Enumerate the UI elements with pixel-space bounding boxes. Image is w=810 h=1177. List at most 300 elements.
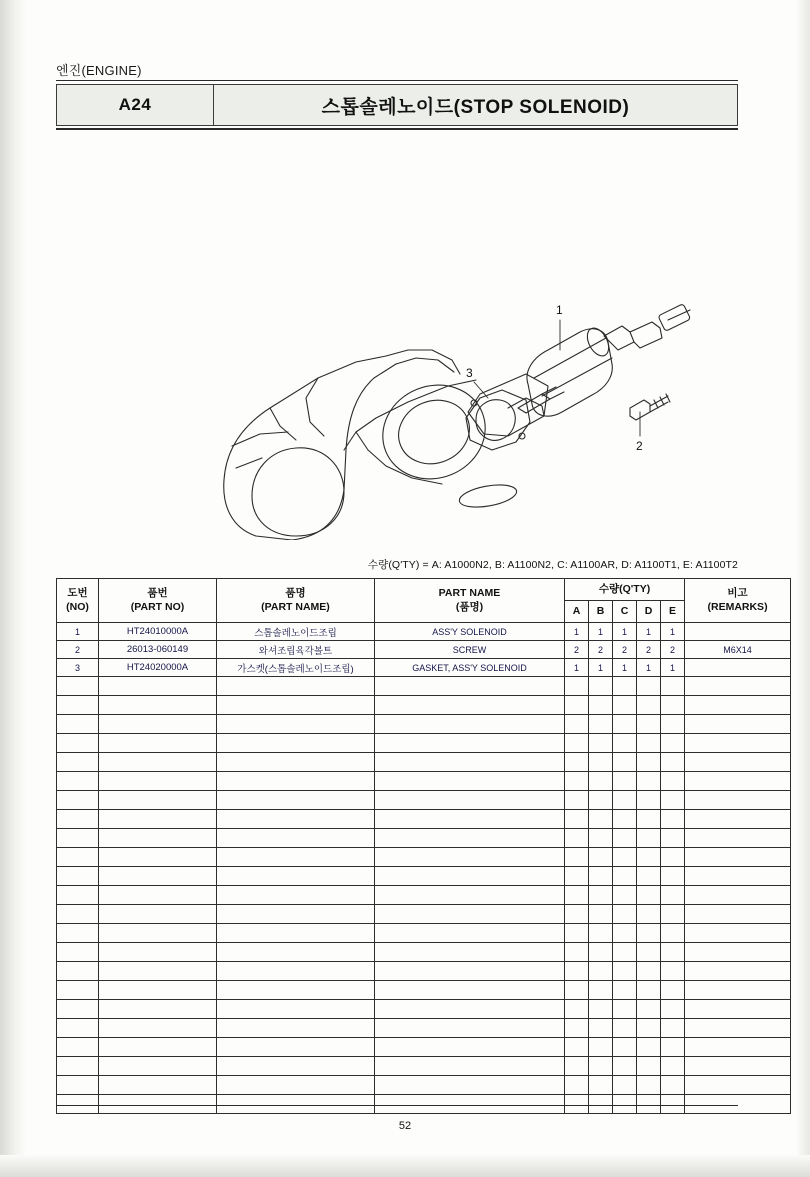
cell-empty bbox=[217, 696, 375, 715]
cell-remarks: M6X14 bbox=[685, 641, 791, 659]
callout-2: 2 bbox=[636, 439, 643, 453]
cell-empty bbox=[375, 1095, 565, 1114]
table-row[interactable] bbox=[57, 641, 791, 659]
cell-empty bbox=[637, 753, 661, 772]
cell-empty bbox=[57, 1076, 99, 1095]
cell-empty bbox=[613, 943, 637, 962]
cell-empty bbox=[685, 905, 791, 924]
parts-table-head bbox=[57, 579, 791, 623]
cell-empty bbox=[99, 1000, 217, 1019]
cell-empty bbox=[685, 1057, 791, 1076]
cell-part-name-kor: 가스켓(스톱솔레노이드조립) bbox=[217, 659, 375, 677]
cell-empty bbox=[217, 677, 375, 696]
cell-empty bbox=[589, 1000, 613, 1019]
cell-empty bbox=[57, 1019, 99, 1038]
cell-empty bbox=[685, 715, 791, 734]
cell-empty bbox=[99, 962, 217, 981]
cell-empty bbox=[685, 677, 791, 696]
cell-empty bbox=[217, 810, 375, 829]
cell-qty-a: 2 bbox=[565, 641, 589, 659]
header-part-no-line1: 품번 bbox=[147, 587, 168, 600]
cell-empty bbox=[99, 943, 217, 962]
cell-empty bbox=[57, 1000, 99, 1019]
cell-empty bbox=[613, 715, 637, 734]
cell-part-name-kor: 스톱솔레노이드조립 bbox=[217, 623, 375, 641]
header-qty-c: C bbox=[613, 601, 637, 623]
cell-empty bbox=[637, 867, 661, 886]
cell-empty bbox=[589, 677, 613, 696]
cell-empty bbox=[685, 810, 791, 829]
cell-empty bbox=[565, 677, 589, 696]
table-row-empty bbox=[57, 772, 791, 791]
cell-empty bbox=[613, 905, 637, 924]
cell-empty bbox=[565, 1095, 589, 1114]
cell-empty bbox=[661, 810, 685, 829]
cell-empty bbox=[57, 734, 99, 753]
cell-empty bbox=[613, 1057, 637, 1076]
cell-part-no: HT24020000A bbox=[99, 659, 217, 677]
callout-3: 3 bbox=[466, 366, 473, 380]
scan-edge-bottom bbox=[0, 1155, 810, 1177]
cell-empty bbox=[375, 886, 565, 905]
cell-empty bbox=[375, 810, 565, 829]
cell-empty bbox=[637, 715, 661, 734]
cell-empty bbox=[217, 734, 375, 753]
table-row-empty bbox=[57, 696, 791, 715]
cell-empty bbox=[217, 715, 375, 734]
cell-empty bbox=[613, 772, 637, 791]
cell-empty bbox=[375, 924, 565, 943]
cell-empty bbox=[661, 1019, 685, 1038]
cell-part-name-eng: GASKET, ASS'Y SOLENOID bbox=[375, 659, 565, 677]
table-header-row-1 bbox=[57, 579, 791, 601]
cell-empty bbox=[99, 1057, 217, 1076]
cell-empty bbox=[589, 1095, 613, 1114]
cell-empty bbox=[661, 753, 685, 772]
cell-no: 1 bbox=[57, 623, 99, 641]
breadcrumb: 엔진(ENGINE) bbox=[56, 63, 142, 78]
cell-remarks bbox=[685, 623, 791, 641]
cell-empty bbox=[589, 962, 613, 981]
cell-qty-a: 1 bbox=[565, 659, 589, 677]
cell-empty bbox=[685, 753, 791, 772]
cell-empty bbox=[661, 867, 685, 886]
cell-empty bbox=[375, 1038, 565, 1057]
cell-empty bbox=[661, 1076, 685, 1095]
cell-empty bbox=[565, 696, 589, 715]
cell-empty bbox=[375, 981, 565, 1000]
cell-empty bbox=[637, 696, 661, 715]
cell-empty bbox=[661, 696, 685, 715]
cell-empty bbox=[661, 734, 685, 753]
cell-empty bbox=[685, 981, 791, 1000]
table-row-empty bbox=[57, 1038, 791, 1057]
cell-empty bbox=[589, 924, 613, 943]
header-part-name-eng-line1: PART NAME bbox=[438, 587, 501, 600]
cell-empty bbox=[661, 677, 685, 696]
cell-empty bbox=[57, 1057, 99, 1076]
cell-empty bbox=[589, 943, 613, 962]
cell-empty bbox=[613, 753, 637, 772]
header-qty-group: 수량(Q'TY) bbox=[565, 579, 685, 601]
cell-empty bbox=[685, 886, 791, 905]
table-row-empty bbox=[57, 1000, 791, 1019]
cell-empty bbox=[99, 772, 217, 791]
cell-qty-d: 2 bbox=[637, 641, 661, 659]
cell-empty bbox=[375, 677, 565, 696]
cell-qty-d: 1 bbox=[637, 659, 661, 677]
table-row-empty bbox=[57, 1057, 791, 1076]
cell-qty-e: 1 bbox=[661, 623, 685, 641]
cell-empty bbox=[613, 791, 637, 810]
cell-empty bbox=[99, 677, 217, 696]
cell-empty bbox=[565, 962, 589, 981]
cell-empty bbox=[99, 1038, 217, 1057]
table-row[interactable] bbox=[57, 623, 791, 641]
cell-empty bbox=[99, 753, 217, 772]
cell-empty bbox=[57, 1038, 99, 1057]
cell-empty bbox=[565, 753, 589, 772]
diagram-svg bbox=[56, 150, 738, 540]
cell-empty bbox=[685, 1095, 791, 1114]
header-part-name-kor bbox=[217, 579, 375, 623]
cell-empty bbox=[685, 867, 791, 886]
cell-empty bbox=[613, 1076, 637, 1095]
cell-empty bbox=[589, 829, 613, 848]
table-row-empty bbox=[57, 924, 791, 943]
table-row-empty bbox=[57, 810, 791, 829]
cell-empty bbox=[375, 753, 565, 772]
section-title-bar bbox=[56, 84, 738, 126]
cell-empty bbox=[57, 848, 99, 867]
cell-empty bbox=[661, 886, 685, 905]
cell-empty bbox=[661, 1095, 685, 1114]
cell-empty bbox=[613, 1019, 637, 1038]
table-row-empty bbox=[57, 791, 791, 810]
cell-empty bbox=[375, 1076, 565, 1095]
cell-empty bbox=[375, 1019, 565, 1038]
header-part-no bbox=[99, 579, 217, 623]
cell-empty bbox=[99, 715, 217, 734]
cell-empty bbox=[217, 1000, 375, 1019]
cell-empty bbox=[661, 715, 685, 734]
cell-qty-e: 2 bbox=[661, 641, 685, 659]
cell-empty bbox=[375, 848, 565, 867]
cell-empty bbox=[217, 772, 375, 791]
cell-empty bbox=[613, 962, 637, 981]
cell-empty bbox=[613, 848, 637, 867]
table-row-empty bbox=[57, 715, 791, 734]
header-no-line1: 도번 bbox=[67, 587, 88, 600]
header-qty-d: D bbox=[637, 601, 661, 623]
cell-qty-c: 2 bbox=[613, 641, 637, 659]
header-remarks-line2: (REMARKS) bbox=[707, 600, 768, 613]
cell-empty bbox=[685, 1076, 791, 1095]
callout-1: 1 bbox=[556, 303, 563, 317]
section-code: A24 bbox=[57, 85, 214, 125]
cell-empty bbox=[565, 810, 589, 829]
header-part-name-kor-line1: 품명 bbox=[285, 587, 306, 600]
cell-empty bbox=[589, 791, 613, 810]
cell-empty bbox=[99, 1019, 217, 1038]
cell-no: 2 bbox=[57, 641, 99, 659]
cell-empty bbox=[589, 753, 613, 772]
cell-empty bbox=[661, 1000, 685, 1019]
header-part-name-eng bbox=[375, 579, 565, 623]
footer-divider bbox=[56, 1105, 738, 1106]
cell-empty bbox=[99, 981, 217, 1000]
cell-empty bbox=[375, 1000, 565, 1019]
cell-empty bbox=[565, 867, 589, 886]
cell-empty bbox=[217, 981, 375, 1000]
cell-empty bbox=[685, 696, 791, 715]
cell-part-name-kor: 와셔조립육각볼트 bbox=[217, 641, 375, 659]
header-no bbox=[57, 579, 99, 623]
cell-empty bbox=[565, 1057, 589, 1076]
cell-qty-a: 1 bbox=[565, 623, 589, 641]
cell-empty bbox=[565, 791, 589, 810]
cell-empty bbox=[613, 1038, 637, 1057]
cell-empty bbox=[637, 810, 661, 829]
cell-empty bbox=[99, 791, 217, 810]
parts-table bbox=[56, 578, 791, 1114]
cell-empty bbox=[375, 791, 565, 810]
cell-empty bbox=[217, 867, 375, 886]
cell-empty bbox=[637, 1095, 661, 1114]
cell-empty bbox=[637, 905, 661, 924]
cell-empty bbox=[375, 772, 565, 791]
cell-empty bbox=[613, 829, 637, 848]
cell-empty bbox=[375, 715, 565, 734]
cell-empty bbox=[685, 1038, 791, 1057]
cell-part-name-eng: SCREW bbox=[375, 641, 565, 659]
cell-empty bbox=[375, 905, 565, 924]
page-title: 스톱솔레노이드(STOP SOLENOID) bbox=[321, 96, 630, 118]
cell-empty bbox=[217, 753, 375, 772]
header-remarks-line1: 비고 bbox=[727, 587, 748, 600]
cell-empty bbox=[589, 734, 613, 753]
cell-part-name-eng: ASS'Y SOLENOID bbox=[375, 623, 565, 641]
cell-empty bbox=[613, 886, 637, 905]
cell-empty bbox=[661, 905, 685, 924]
cell-empty bbox=[217, 791, 375, 810]
table-row-empty bbox=[57, 677, 791, 696]
cell-empty bbox=[589, 1019, 613, 1038]
cell-empty bbox=[565, 848, 589, 867]
header-part-name-kor-line2: (PART NAME) bbox=[261, 600, 330, 613]
parts-table-body bbox=[57, 623, 791, 1114]
cell-empty bbox=[661, 772, 685, 791]
cell-empty bbox=[589, 867, 613, 886]
cell-empty bbox=[217, 905, 375, 924]
cell-empty bbox=[99, 886, 217, 905]
cell-empty bbox=[589, 1076, 613, 1095]
cell-empty bbox=[637, 1057, 661, 1076]
cell-empty bbox=[217, 1076, 375, 1095]
cell-empty bbox=[99, 1076, 217, 1095]
exploded-diagram bbox=[56, 150, 738, 540]
cell-empty bbox=[565, 981, 589, 1000]
cell-empty bbox=[613, 981, 637, 1000]
cell-empty bbox=[565, 715, 589, 734]
cell-empty bbox=[589, 905, 613, 924]
cell-empty bbox=[613, 1000, 637, 1019]
header-part-no-line2: (PART NO) bbox=[130, 600, 185, 613]
cell-empty bbox=[661, 848, 685, 867]
cell-empty bbox=[613, 677, 637, 696]
scan-edge-left bbox=[0, 0, 26, 1177]
cell-empty bbox=[637, 924, 661, 943]
cell-empty bbox=[613, 810, 637, 829]
cell-qty-b: 1 bbox=[589, 623, 613, 641]
cell-empty bbox=[637, 886, 661, 905]
cell-empty bbox=[217, 886, 375, 905]
cell-empty bbox=[565, 772, 589, 791]
cell-empty bbox=[589, 810, 613, 829]
cell-qty-c: 1 bbox=[613, 659, 637, 677]
cell-empty bbox=[661, 829, 685, 848]
cell-empty bbox=[589, 1057, 613, 1076]
cell-empty bbox=[217, 1038, 375, 1057]
cell-empty bbox=[565, 1019, 589, 1038]
cell-empty bbox=[637, 981, 661, 1000]
table-row-empty bbox=[57, 905, 791, 924]
cell-qty-b: 1 bbox=[589, 659, 613, 677]
cell-qty-d: 1 bbox=[637, 623, 661, 641]
cell-empty bbox=[57, 753, 99, 772]
cell-qty-b: 2 bbox=[589, 641, 613, 659]
cell-empty bbox=[613, 696, 637, 715]
cell-empty bbox=[375, 829, 565, 848]
cell-empty bbox=[217, 924, 375, 943]
breadcrumb-divider bbox=[56, 80, 738, 81]
cell-empty bbox=[661, 981, 685, 1000]
cell-qty-e: 1 bbox=[661, 659, 685, 677]
cell-empty bbox=[565, 829, 589, 848]
cell-empty bbox=[565, 943, 589, 962]
cell-remarks bbox=[685, 659, 791, 677]
cell-part-no: 26013-060149 bbox=[99, 641, 217, 659]
cell-empty bbox=[685, 1000, 791, 1019]
cell-empty bbox=[589, 772, 613, 791]
cell-empty bbox=[99, 696, 217, 715]
cell-empty bbox=[99, 905, 217, 924]
header-qty-b: B bbox=[589, 601, 613, 623]
cell-empty bbox=[57, 981, 99, 1000]
table-row-empty bbox=[57, 1019, 791, 1038]
cell-empty bbox=[589, 886, 613, 905]
cell-empty bbox=[57, 905, 99, 924]
cell-empty bbox=[57, 715, 99, 734]
table-row[interactable] bbox=[57, 659, 791, 677]
cell-empty bbox=[57, 867, 99, 886]
cell-empty bbox=[217, 829, 375, 848]
cell-empty bbox=[637, 1019, 661, 1038]
cell-empty bbox=[565, 1076, 589, 1095]
header-no-line2: (NO) bbox=[66, 600, 89, 613]
cell-empty bbox=[661, 1057, 685, 1076]
cell-empty bbox=[57, 829, 99, 848]
cell-empty bbox=[661, 924, 685, 943]
cell-empty bbox=[57, 677, 99, 696]
cell-empty bbox=[661, 943, 685, 962]
cell-empty bbox=[685, 943, 791, 962]
scan-edge-right bbox=[796, 0, 810, 1177]
cell-empty bbox=[685, 791, 791, 810]
cell-empty bbox=[589, 848, 613, 867]
cell-qty-c: 1 bbox=[613, 623, 637, 641]
cell-empty bbox=[99, 867, 217, 886]
cell-empty bbox=[637, 1038, 661, 1057]
cell-empty bbox=[637, 734, 661, 753]
cell-empty bbox=[99, 924, 217, 943]
table-row-empty bbox=[57, 867, 791, 886]
cell-empty bbox=[375, 943, 565, 962]
quantity-legend: 수량(Q'TY) = A: A1000N2, B: A1100N2, C: A1100AR, D: A1100T1, E: A1100T2 bbox=[367, 559, 738, 571]
cell-empty bbox=[375, 696, 565, 715]
table-row-empty bbox=[57, 943, 791, 962]
cell-empty bbox=[589, 981, 613, 1000]
cell-empty bbox=[637, 791, 661, 810]
cell-empty bbox=[613, 924, 637, 943]
table-row-empty bbox=[57, 886, 791, 905]
table-row-empty bbox=[57, 1095, 791, 1114]
cell-part-no: HT24010000A bbox=[99, 623, 217, 641]
cell-empty bbox=[685, 848, 791, 867]
cell-empty bbox=[613, 734, 637, 753]
cell-empty bbox=[99, 829, 217, 848]
cell-empty bbox=[57, 696, 99, 715]
cell-empty bbox=[57, 886, 99, 905]
section-title-underline bbox=[56, 128, 738, 130]
cell-empty bbox=[99, 734, 217, 753]
header-qty-e: E bbox=[661, 601, 685, 623]
cell-empty bbox=[565, 1038, 589, 1057]
cell-empty bbox=[57, 924, 99, 943]
cell-empty bbox=[99, 848, 217, 867]
cell-empty bbox=[661, 1038, 685, 1057]
table-row-empty bbox=[57, 962, 791, 981]
cell-empty bbox=[685, 772, 791, 791]
cell-empty bbox=[589, 1038, 613, 1057]
cell-empty bbox=[637, 1000, 661, 1019]
cell-empty bbox=[217, 1057, 375, 1076]
table-row-empty bbox=[57, 981, 791, 1000]
table-row-empty bbox=[57, 753, 791, 772]
cell-empty bbox=[217, 1019, 375, 1038]
cell-empty bbox=[217, 848, 375, 867]
cell-empty bbox=[637, 772, 661, 791]
cell-empty bbox=[637, 829, 661, 848]
cell-empty bbox=[685, 924, 791, 943]
cell-empty bbox=[661, 962, 685, 981]
table-row-empty bbox=[57, 1076, 791, 1095]
page-number: 52 bbox=[398, 1120, 412, 1132]
cell-empty bbox=[565, 1000, 589, 1019]
cell-empty bbox=[57, 1095, 99, 1114]
cell-empty bbox=[613, 867, 637, 886]
table-row-empty bbox=[57, 829, 791, 848]
cell-empty bbox=[57, 962, 99, 981]
header-qty-a: A bbox=[565, 601, 589, 623]
cell-empty bbox=[375, 962, 565, 981]
cell-empty bbox=[685, 1019, 791, 1038]
cell-empty bbox=[637, 677, 661, 696]
header-part-name-eng-line2: (품명) bbox=[455, 600, 484, 613]
header-remarks bbox=[685, 579, 791, 623]
cell-empty bbox=[99, 1095, 217, 1114]
cell-empty bbox=[57, 791, 99, 810]
